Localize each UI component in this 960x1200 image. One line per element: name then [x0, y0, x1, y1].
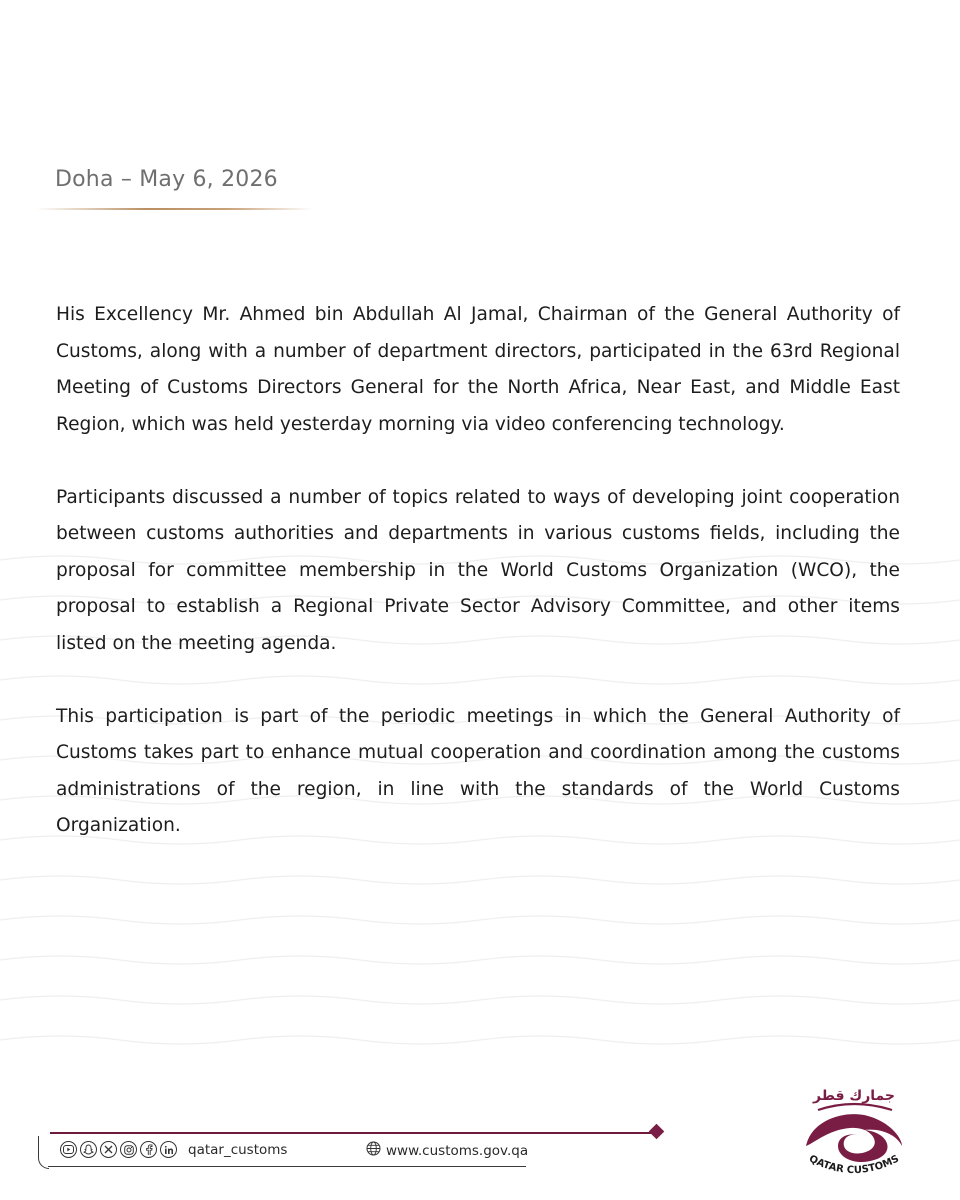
logo-emblem — [798, 1088, 910, 1180]
website-link[interactable] — [366, 1141, 528, 1160]
footer-bracket — [38, 1136, 49, 1169]
snapchat-icon[interactable] — [80, 1141, 97, 1158]
social-links — [60, 1141, 287, 1158]
article-body — [56, 297, 900, 881]
linkedin-icon[interactable] — [160, 1141, 177, 1158]
svg-text:QATAR CUSTOMS: QATAR CUSTOMS — [807, 1153, 901, 1177]
social-handle[interactable]: qatar_customs — [188, 1141, 288, 1158]
globe-icon — [366, 1141, 381, 1160]
dateline: Doha – May 6, 2026 — [55, 167, 278, 192]
qatar-customs-logo — [798, 1078, 910, 1180]
footer-divider — [50, 1132, 654, 1134]
svg-text:جمارك قطر: جمارك قطر — [812, 1088, 896, 1104]
youtube-icon[interactable] — [60, 1141, 77, 1158]
website-url: www.customs.gov.qa — [386, 1142, 529, 1159]
dateline-divider — [36, 208, 312, 210]
paragraph-2: Participants discussed a number of topics related to ways of developing joint cooperation between customs authorities and departments in various customs fields, including the proposal for committee membership in the World Customs Organization (WCO), the proposal to establish a Regional Private Sector Advisory Committee, and other items listed on the meeting agenda. — [56, 486, 900, 654]
x-icon[interactable] — [100, 1141, 117, 1158]
paragraph-3: This participation is part of the periodic meetings in which the General Authority of Customs takes part to enhance mutual cooperation and coordination among the customs administrations of the region, in line with the standards of the World Customs Organization. — [56, 705, 900, 836]
paragraph-1: His Excellency Mr. Ahmed bin Abdullah Al Jamal, Chairman of the General Authority of Customs, along with a number of department directors, participated in the 63rd Regional Meeting of Customs Directors General for the North Africa, Near East, and Middle East Region, which was held yesterday morning via video conferencing technology. — [56, 304, 900, 435]
footer-baseline — [48, 1166, 526, 1167]
instagram-icon[interactable] — [120, 1141, 137, 1158]
diamond-icon — [649, 1124, 665, 1140]
facebook-icon[interactable] — [140, 1141, 157, 1158]
